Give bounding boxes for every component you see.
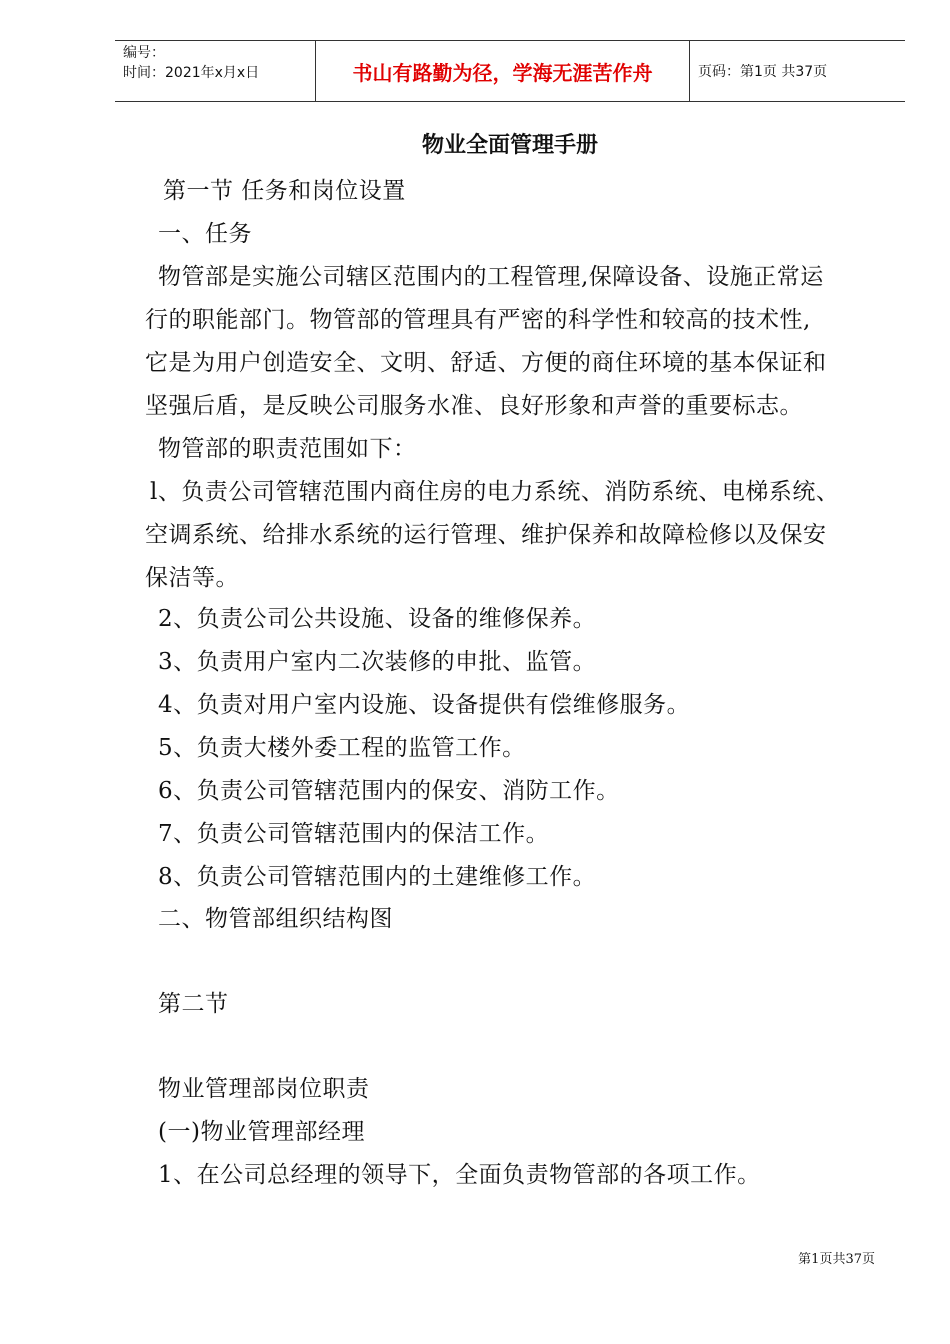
page-header <box>115 40 905 102</box>
section-heading: 第二节 <box>158 991 229 1017</box>
subsection-heading: 一、任务 <box>158 221 252 247</box>
subsection-heading: 物业管理部岗位职责 <box>158 1076 370 1102</box>
header-meta <box>115 41 316 101</box>
document-title: 物业全面管理手册 <box>421 133 598 158</box>
paragraph-line: 物管部是实施公司辖区范围内的工程管理,保障设备、设施正常运 <box>158 264 824 290</box>
list-item: 空调系统、给排水系统的运行管理、维护保养和故障检修以及保安 <box>145 522 827 548</box>
list-item: 7、负责公司管辖范围内的保洁工作。 <box>158 821 550 847</box>
paragraph-line: 坚强后盾，是反映公司服务水准、良好形象和声誉的重要标志。 <box>145 393 803 419</box>
list-item: 4、负责对用户室内设施、设备提供有偿维修服务。 <box>158 692 691 718</box>
list-item: 5、负责大楼外委工程的监管工作。 <box>158 735 526 761</box>
document-number-label: 编号： <box>123 45 165 61</box>
document-time-label: 时间：2021年x月x日 <box>123 65 260 81</box>
section-heading: 第一节 任务和岗位设置 <box>163 178 406 204</box>
list-item: 1、在公司总经理的领导下，全面负责物管部的各项工作。 <box>158 1162 761 1188</box>
subsection-heading: 二、物管部组织结构图 <box>158 906 393 932</box>
header-motto: 书山有路勤为径，学海无涯苦作舟 <box>316 41 690 101</box>
page-footer: 第1页共37页 <box>798 1252 875 1267</box>
list-item: l、负责公司管辖范围内商住房的电力系统、消防系统、电梯系统、 <box>150 479 840 505</box>
subsection-heading: (一)物业管理部经理 <box>158 1119 365 1145</box>
list-item: 2、负责公司公共设施、设备的维修保养。 <box>158 606 597 632</box>
paragraph-line: 行的职能部门。物管部的管理具有严密的科学性和较高的技术性, <box>145 307 811 333</box>
header-page-info: 页码：第1页 共37页 <box>698 64 828 80</box>
list-item: 保洁等。 <box>145 565 239 591</box>
list-item: 8、负责公司管辖范围内的土建维修工作。 <box>158 864 597 890</box>
list-item: 6、负责公司管辖范围内的保安、消防工作。 <box>158 778 620 804</box>
paragraph-line: 物管部的职责范围如下： <box>158 436 417 462</box>
list-item: 3、负责用户室内二次装修的申批、监管。 <box>158 649 597 675</box>
paragraph-line: 它是为用户创造安全、文明、舒适、方便的商住环境的基本保证和 <box>145 350 827 376</box>
